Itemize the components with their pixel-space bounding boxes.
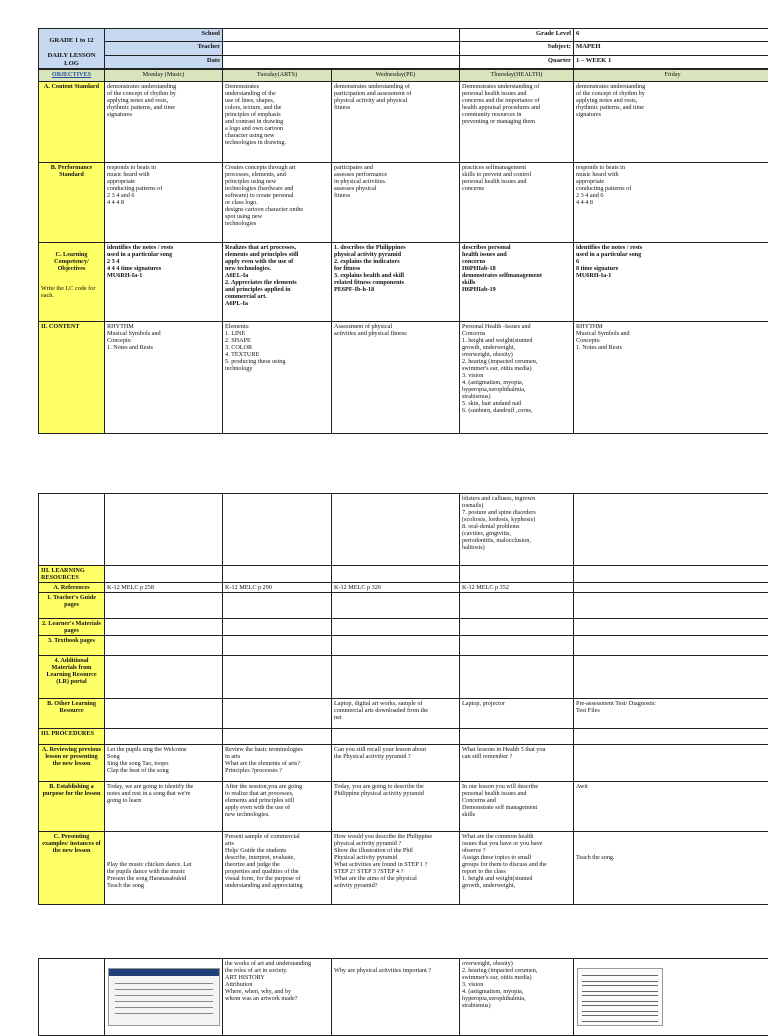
other-resources-row bbox=[39, 699, 768, 729]
cell-mon: K-12 MELC p 258 bbox=[105, 583, 223, 593]
cell-mon: identifies the notes / rests used in a particular song 2 3 4 4 4 4 time signatures MU6RH-Ia-1 bbox=[105, 243, 223, 322]
cell-thu: blisters and calluses, ingrown toenails) 7. posture and spine disorders (scoliosis, lordosis, kyphosis) 8. oral-dental problems (cavities, gingivitis, periodontitis, malocclusion, halitosis) bbox=[460, 494, 574, 566]
lesson-log-body-page-2 bbox=[38, 493, 768, 905]
cell-fri: Awit bbox=[574, 782, 768, 832]
row-label: 2. Learner's Materials pages bbox=[39, 619, 105, 636]
tuesday-header: Tuesday(ARTS) bbox=[223, 70, 332, 82]
cell-wed: Can you still recall your lesson about the Physical activity pyramid ? bbox=[332, 745, 460, 782]
performance-standard-row bbox=[39, 163, 768, 243]
row-label: C. Presenting examples/ instances of the new lesson bbox=[39, 832, 105, 905]
cell-mon: Play the music chicken dance. Let the pupils dance with the music Present the song Haranasabukid Teach the song bbox=[105, 832, 223, 905]
cell-thu: Laptop, projector bbox=[460, 699, 574, 729]
quarter-value: 1 – WEEK 1 bbox=[574, 55, 768, 68]
cell-mon bbox=[105, 494, 223, 566]
cell-tue: After the session,you are going to realize that art processes, elements and principles still apply even with the use of new technologies. bbox=[223, 782, 332, 832]
lesson-log-table-page-1 bbox=[38, 28, 768, 69]
header-title-cell bbox=[39, 29, 105, 69]
cell-thu: What lessons in Health 5 that you can still remember ? bbox=[460, 745, 574, 782]
teachers-guide-row bbox=[39, 593, 768, 619]
procedures-row bbox=[39, 729, 768, 745]
wednesday-header: Wednesday(PE) bbox=[332, 70, 460, 82]
cell-wed: K-12 MELC p 326 bbox=[332, 583, 460, 593]
cell-wed: Assessment of physical activities and physical fitness bbox=[332, 322, 460, 434]
row-label: B. Other Learning Resource bbox=[39, 699, 105, 729]
cell-wed: participates and assesses performance in physical activities. assesses physical fitness bbox=[332, 163, 460, 243]
row-label: 4. Additional Materials from Learning Resource (LR) portal bbox=[39, 656, 105, 699]
grade-level-label: Grade Level bbox=[460, 29, 574, 42]
cell-wed bbox=[332, 494, 460, 566]
cell-thu: In our lesson you will describe personal health issues and Concerns and Demonstrate self management skills bbox=[460, 782, 574, 832]
row-label: II. CONTENT bbox=[39, 322, 105, 434]
cell-fri: responds to beats in music heard with appropriate conducting patterns of 2 3 4 and 6 4 4 4 8 bbox=[574, 163, 768, 243]
friday-header: Friday bbox=[574, 70, 768, 82]
content-standard-row bbox=[39, 82, 768, 163]
cell-fri: Pre-assessment Test/ Diagnostic Test Files bbox=[574, 699, 768, 729]
row-label: III. PROCEDURES bbox=[39, 729, 105, 745]
content-row bbox=[39, 322, 768, 434]
cell-wed: How would you describe the Philippine physical activity pyramid ? Show the illustration of the Phil Physical activity pyramid What activities are found in STEP 1 ? STEP 2? STEP 3 ?STEP 4 ? What are the aims of the physical activity pyramid? bbox=[332, 832, 460, 905]
log-title: DAILY LESSON LOG bbox=[47, 52, 95, 66]
row-label: III. LEARNING RESOURCES bbox=[39, 566, 105, 583]
lc-code-note: Write the LC code for each. bbox=[41, 285, 102, 299]
cell-thu: What are the common health issues that you have or you have observe ? Assign these topics to small groups for them to discuss and the report to the class 1. height and weight(stunted growth, underweight, bbox=[460, 832, 574, 905]
cell-tue: Demonstrates understanding of the use of lines, shapes, colors, texture, and the principles of emphasis and contrast in drawing a logo and own cartoon character using new technologies in drawing. bbox=[223, 82, 332, 163]
thursday-header: Thursday(HEALTH) bbox=[460, 70, 574, 82]
row-label: 3. Textbook pages bbox=[39, 636, 105, 656]
teacher-field[interactable] bbox=[223, 42, 460, 55]
subject-value: MAPEH bbox=[574, 42, 768, 55]
presenting-row bbox=[39, 832, 768, 905]
page-1 bbox=[38, 28, 768, 434]
cell-thu: Demonstrates understanding of personal health issues and concerns and the importance of health appraisal procedures and community resources in preventing or managing them bbox=[460, 82, 574, 163]
establishing-row bbox=[39, 782, 768, 832]
cell-tue: Review the basic terminologies in arts What are the elements of arts? Principles ?processes ? bbox=[223, 745, 332, 782]
subject-label: Subject: bbox=[460, 42, 574, 55]
cell-mon: Today, we are going to identify the notes and rest in a song that we're going to learn bbox=[105, 782, 223, 832]
row-label: B. Performance Standard bbox=[39, 163, 105, 243]
sheet-music-thumbnail bbox=[577, 968, 663, 1026]
school-label: School bbox=[105, 29, 223, 42]
cell-thu: overweight, obesity) 2. hearing (impacted cerumen, swimmer's ear, otitis media) 3. vision 4. (astigmatism, myopia, hyperopia,xerophthalmia, strabismus) bbox=[460, 959, 574, 1036]
cell-thu: describes personal health issues and concerns H6PHIab-18 demonstrates selfmanagement skills H6PHIab-19 bbox=[460, 243, 574, 322]
reviewing-row bbox=[39, 745, 768, 782]
competency-row bbox=[39, 243, 768, 322]
school-field[interactable] bbox=[223, 29, 460, 42]
lesson-log-body-page-3 bbox=[38, 958, 768, 1036]
cell-mon: demonstrates understanding of the concept of rhythm by applying notes and rests, rhythmic patterns, and time signatures bbox=[105, 82, 223, 163]
cell-wed: 1. describes the Philippines physical activity pyramid 2. explains the indicators for fitness 3. explains health and skill related fitness components PE6PF-Ib-h-18 bbox=[332, 243, 460, 322]
cell-tue: Elements: 1. LINE 2. SHAPE 3. COLOR 4. TEXTURE 5. producing these using technology bbox=[223, 322, 332, 434]
cell-tue: Present sample of commercial arts Help/ Guide the students describe, interpret, evaluate, theorize and judge the properties and qualities of the visual form, for the purpose of understanding and appreciating bbox=[223, 832, 332, 905]
lesson-log-body-page-1 bbox=[38, 69, 768, 434]
cell-tue bbox=[223, 494, 332, 566]
date-field[interactable] bbox=[223, 55, 460, 68]
row-label: 1. Teacher's Guide pages bbox=[39, 593, 105, 619]
cell-wed: Why are physical activities important ? bbox=[332, 959, 460, 1036]
cell-fri: RHYTHM Musical Symbols and Concepts: 1. Notes and Rests bbox=[574, 322, 768, 434]
textbook-row bbox=[39, 636, 768, 656]
cell-fri bbox=[574, 494, 768, 566]
content-continued-row bbox=[39, 494, 768, 566]
teacher-label: Teacher bbox=[105, 42, 223, 55]
cell-label bbox=[39, 494, 105, 566]
learning-resources-row bbox=[39, 566, 768, 583]
row-label: C. Learning Competency/ Objectives bbox=[41, 251, 102, 272]
cell-thu: K-12 MELC p 352 bbox=[460, 583, 574, 593]
cell-mon: Let the pupils sing the Welcome Song Sing the song Tao, toopo Clap the beat of the song bbox=[105, 745, 223, 782]
references-row bbox=[39, 583, 768, 593]
row-label: A. References bbox=[39, 583, 105, 593]
cell-tue: the works of art and understanding the roles of art in society. ART HISTORY Attribution Where, when, why, and by whom was an artwork made? bbox=[223, 959, 332, 1036]
objectives-header: OBJECTIVES bbox=[39, 70, 105, 82]
row-label: B. Establishing a purpose for the lesson bbox=[39, 782, 105, 832]
cell-thu: practices selfmanagement skills to prevent and control personal health issues and concerns bbox=[460, 163, 574, 243]
quarter-label: Quarter bbox=[460, 55, 574, 68]
cell-fri: Teach the song. bbox=[574, 832, 768, 905]
date-label: Date bbox=[105, 55, 223, 68]
cell-fri: identifies the notes / rests used in a particular song 6 8 time signature MU6RH-Ia-1 bbox=[574, 243, 768, 322]
cell-wed: Laptop, digital art works, sample of commercial arts downloaded from the net bbox=[332, 699, 460, 729]
cell-wed: Today, you are going to describe the Philippine physical activity pyramid bbox=[332, 782, 460, 832]
grade-range: GRADE 1 to 12 bbox=[49, 37, 93, 44]
cell-fri: demonstrates understanding of the concept of rhythm by applying notes and rests, rhythmic patterns, and time signatures bbox=[574, 82, 768, 163]
music-lesson-thumbnail bbox=[108, 968, 220, 1026]
learners-materials-row bbox=[39, 619, 768, 636]
cell-wed: demonstrates understanding of participation and assessment of physical activity and physical fitness bbox=[332, 82, 460, 163]
row-label: A. Reviewing previous lesson or presenting the new lesson bbox=[39, 745, 105, 782]
grade-level-value: 6 bbox=[574, 29, 768, 42]
cell-mon: RHYTHM Musical Symbols and Concepts: 1. Notes and Rests bbox=[105, 322, 223, 434]
page-3 bbox=[38, 958, 768, 1036]
page-2 bbox=[38, 493, 768, 905]
cell-tue: K-12 MELC p 290 bbox=[223, 583, 332, 593]
monday-header: Monday (Music) bbox=[105, 70, 223, 82]
competency-label-cell bbox=[39, 243, 105, 322]
cell-tue: Realizes that art processes, elements and principles still apply even with the use of new technologies. A6EL-Ia 2. Appreciates the elements and principles applied in commercial art. A6PL-Ia bbox=[223, 243, 332, 322]
cell-thu: Personal Health -Issues and Concerns 1. height and weight(stunted growth, underweight, overweight, obesity) 2. hearing (impacted cerumen, swimmer's ear, otitis media) 3. vision 4. (astigmatism, myopia, hyperopia,xerophthalmia, strabismus) 5. skin, hair andand nail 6. (sunburn, dandruff ,corns, bbox=[460, 322, 574, 434]
row-label: A. Content Standard bbox=[39, 82, 105, 163]
cell-mon: responds to beats in music heard with appropriate conducting patterns of 2 3 4 and 6 4 4 4 8 bbox=[105, 163, 223, 243]
cell-tue: Creates concepts through art processes, elements, and principles using new technologies (hardware and software) to create personal or class logo. designs cartoon character onthe spot using new technologies bbox=[223, 163, 332, 243]
additional-materials-row bbox=[39, 656, 768, 699]
